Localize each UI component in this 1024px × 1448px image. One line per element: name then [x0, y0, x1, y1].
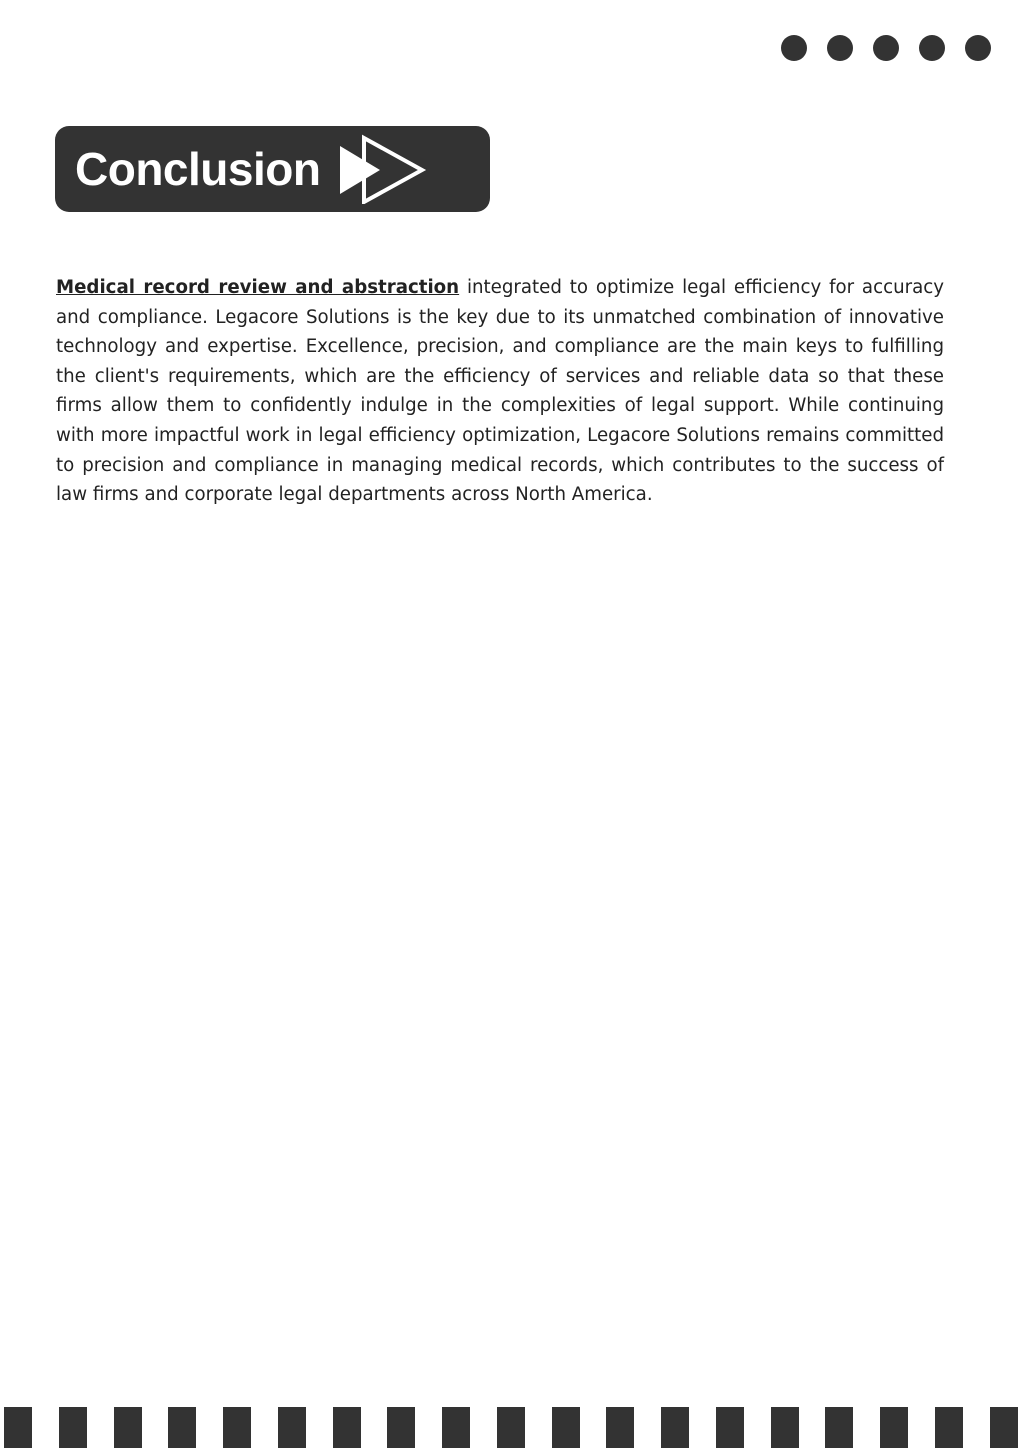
decorative-bar: [278, 1407, 306, 1448]
decorative-dot: [827, 35, 853, 61]
decorative-bar: [223, 1407, 251, 1448]
decorative-dot: [919, 35, 945, 61]
decorative-dot: [781, 35, 807, 61]
decorative-bar: [4, 1407, 32, 1448]
decorative-dot: [965, 35, 991, 61]
decorative-bar: [333, 1407, 361, 1448]
double-play-arrow-icon: [338, 134, 428, 204]
decorative-bar: [825, 1407, 853, 1448]
decorative-bar: [880, 1407, 908, 1448]
decorative-bar: [771, 1407, 799, 1448]
footer-bar-strip: [0, 1407, 1024, 1448]
decorative-bar: [552, 1407, 580, 1448]
paragraph-body: integrated to optimize legal efficiency for accuracy and compliance. Legacore Solutions is the key due to its unmatched combination of innovative technology and expertise. Excellence, precision, and compliance are the main keys to fulfilling the client's requirements, which are the efficiency of services and reliable data so that these firms allow them to confidently indulge in the complexities of legal support. While continuing with more impactful work in legal efficiency optimization, Legacore Solutions remains committed to precision and compliance in managing medical records, which contributes to the success of law firms and corporate legal departments across North America.: [56, 277, 944, 506]
decorative-bar: [387, 1407, 415, 1448]
conclusion-paragraph: [56, 273, 944, 510]
decorative-bar: [168, 1407, 196, 1448]
decorative-bar: [661, 1407, 689, 1448]
medical-record-review-link[interactable]: Medical record review and abstraction: [56, 277, 460, 298]
header-dot-row: [781, 35, 991, 61]
decorative-bar: [990, 1407, 1018, 1448]
decorative-bar: [716, 1407, 744, 1448]
decorative-bar: [442, 1407, 470, 1448]
decorative-dot: [873, 35, 899, 61]
decorative-bar: [497, 1407, 525, 1448]
decorative-bar: [114, 1407, 142, 1448]
decorative-bar: [606, 1407, 634, 1448]
section-title: Conclusion: [75, 143, 321, 195]
section-heading-banner: [55, 126, 490, 212]
decorative-bar: [935, 1407, 963, 1448]
decorative-bar: [59, 1407, 87, 1448]
